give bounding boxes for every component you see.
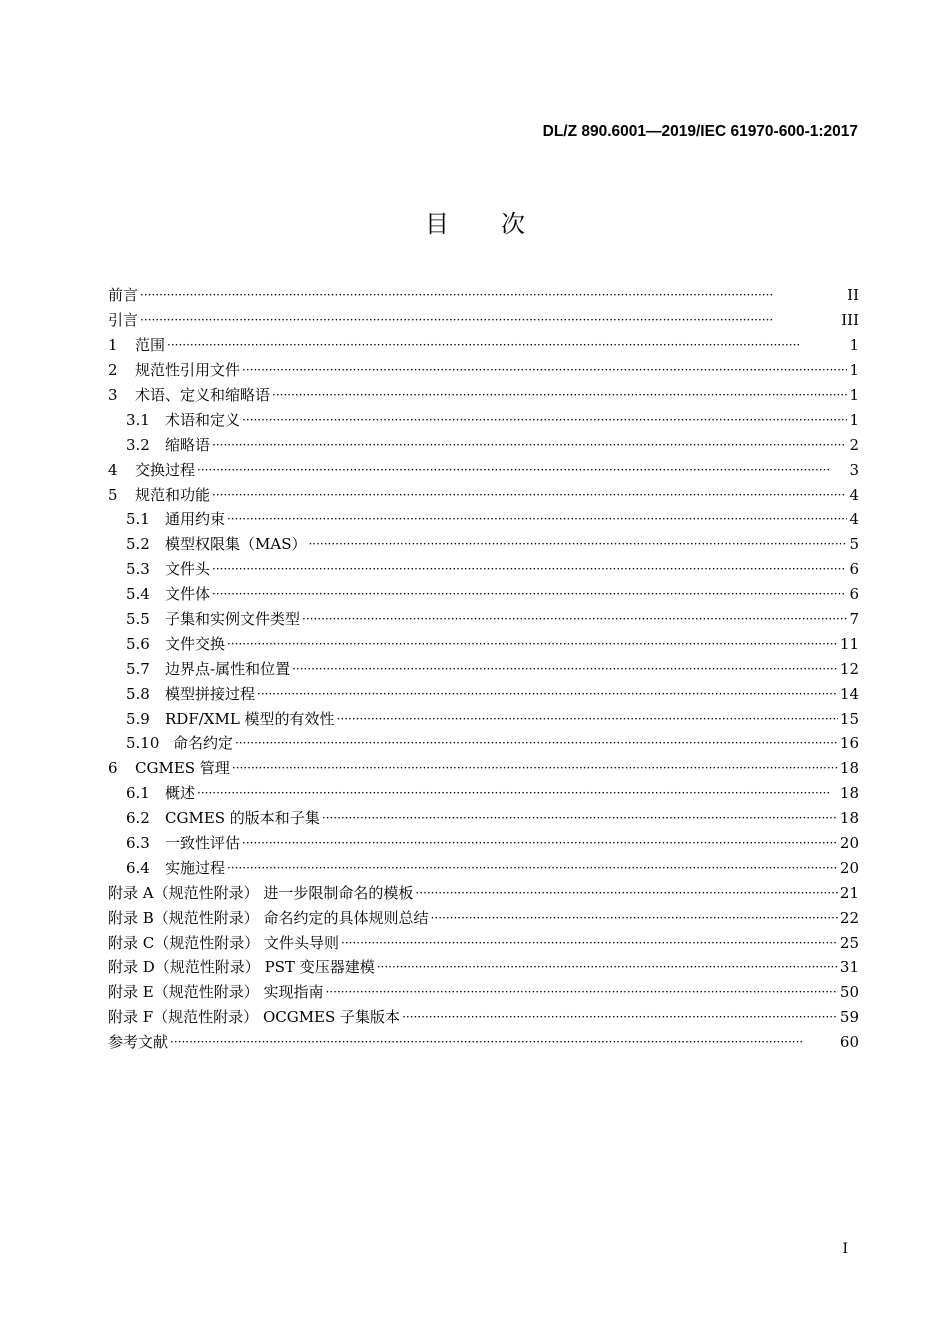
toc-entry-number: 5.3 xyxy=(126,560,150,579)
toc-entry-label: 附录 F（规范性附录） OCGMES 子集版本 xyxy=(108,1008,401,1027)
toc-entry-label: RDF/XML 模型的有效性 xyxy=(165,709,335,728)
toc-entry-page: 6 xyxy=(849,560,859,579)
toc-entry-number: 3 xyxy=(108,386,118,404)
toc-entry-page: 1 xyxy=(849,336,859,355)
toc-leader-dots xyxy=(140,310,839,330)
toc-entry-number: 5.2 xyxy=(126,535,150,554)
toc-entry-page: 59 xyxy=(839,1008,859,1027)
toc-entry-page: 18 xyxy=(839,784,859,803)
toc-leader-dots xyxy=(235,733,838,753)
toc-entry-number: 5.9 xyxy=(126,709,150,728)
toc-leader-dots xyxy=(212,435,847,455)
toc-entry[interactable] xyxy=(108,656,859,681)
toc-leader-dots xyxy=(167,335,847,355)
toc-leader-dots xyxy=(308,534,847,554)
toc-entry-page: 18 xyxy=(839,759,859,778)
toc-entry[interactable] xyxy=(108,383,859,408)
toc-leader-dots xyxy=(242,833,838,853)
toc-entry[interactable] xyxy=(108,706,859,731)
toc-entry-label: 边界点-属性和位置 xyxy=(165,659,291,678)
toc-entry[interactable] xyxy=(108,955,859,980)
toc-leader-dots xyxy=(292,659,838,679)
toc-entry-page: 22 xyxy=(839,908,859,927)
toc-entry-number: 5.1 xyxy=(126,510,150,529)
toc-entry-number: 5 xyxy=(108,485,118,504)
toc-entry-number: 6.3 xyxy=(126,834,150,853)
toc-leader-dots xyxy=(212,584,847,604)
toc-entry-page: 16 xyxy=(839,734,859,753)
toc-entry-number: 5.6 xyxy=(126,634,150,653)
toc-entry-page: 60 xyxy=(839,1033,859,1052)
toc-entry-label: 附录 D（规范性附录） PST 变压器建模 xyxy=(108,958,375,977)
toc-entry[interactable] xyxy=(108,358,859,383)
toc-entry-page: 20 xyxy=(839,858,859,877)
toc-entry-page: 7 xyxy=(849,610,859,629)
toc-entry-page: 21 xyxy=(839,883,859,902)
toc-entry-label: 参考文献 xyxy=(108,1033,169,1052)
toc-leader-dots xyxy=(377,957,838,977)
toc-entry[interactable] xyxy=(108,831,859,856)
toc-entry-page: 4 xyxy=(849,510,859,529)
toc-leader-dots xyxy=(242,360,847,380)
toc-entry-number: 5.7 xyxy=(126,659,150,678)
page-number: I xyxy=(842,1241,848,1257)
toc-entry-number: 5.5 xyxy=(126,610,150,629)
toc-leader-dots xyxy=(197,783,838,803)
toc-entry-label: 附录 C（规范性附录） 文件头导则 xyxy=(108,933,340,952)
toc-leader-dots xyxy=(337,709,838,729)
toc-entry-label: 附录 A（规范性附录） 进一步限制命名的模板 xyxy=(108,883,414,902)
toc-entry-label: 术语、定义和缩略语 xyxy=(135,386,271,404)
toc-entry[interactable] xyxy=(108,432,859,457)
toc-entry[interactable] xyxy=(108,507,859,532)
toc-leader-dots xyxy=(197,460,847,480)
toc-entry-page: 50 xyxy=(839,983,859,1002)
toc-entry-page: 11 xyxy=(839,634,859,653)
toc-entry-page: 5 xyxy=(849,535,859,554)
toc-entry-label: 文件头 xyxy=(165,560,211,579)
toc-entry-label: 文件交换 xyxy=(165,634,226,653)
toc-entry-page: 18 xyxy=(839,809,859,828)
toc-entry-number: 6.1 xyxy=(126,784,150,803)
toc-entry[interactable] xyxy=(108,681,859,706)
toc-entry-label: 规范性引用文件 xyxy=(135,361,241,380)
toc-leader-dots xyxy=(227,634,838,654)
toc-entry-label: 范围 xyxy=(135,336,166,355)
toc-entry[interactable] xyxy=(108,407,859,432)
toc-entry-number: 3.2 xyxy=(126,435,150,454)
toc-entry[interactable] xyxy=(108,457,859,482)
toc-entry[interactable] xyxy=(108,582,859,607)
toc-entry[interactable] xyxy=(108,631,859,656)
toc-entry[interactable] xyxy=(108,731,859,756)
toc-leader-dots xyxy=(227,858,838,878)
toc-leader-dots xyxy=(242,410,847,430)
toc-entry-label: 前言 xyxy=(108,286,139,305)
toc-entry-label: 文件体 xyxy=(165,585,211,604)
toc-entry-label: 规范和功能 xyxy=(135,485,211,504)
toc-entry-label: 通用约束 xyxy=(165,510,226,529)
toc-leader-dots xyxy=(257,684,838,704)
toc-entry-page: 20 xyxy=(839,834,859,853)
toc-entry-page: 12 xyxy=(839,659,859,678)
toc-entry-label: 命名约定 xyxy=(173,734,234,753)
toc-entry-page: 1 xyxy=(849,386,859,404)
toc-leader-dots xyxy=(302,609,847,629)
toc-entry-page: 25 xyxy=(839,933,859,952)
toc-entry[interactable] xyxy=(108,308,859,333)
toc-entry-label: 引言 xyxy=(108,311,139,330)
toc-entry-page: 2 xyxy=(849,435,859,454)
toc-entry-number: 6.4 xyxy=(126,858,150,877)
toc-entry-label: 子集和实例文件类型 xyxy=(165,610,301,629)
toc-leader-dots xyxy=(212,559,847,579)
toc-leader-dots xyxy=(140,285,845,305)
toc-entry[interactable] xyxy=(108,905,859,930)
toc-entry-page: 1 xyxy=(849,361,859,380)
toc-entry-label: 一致性评估 xyxy=(165,834,241,853)
toc-leader-dots xyxy=(402,1007,838,1027)
toc-entry-page: 3 xyxy=(849,460,859,479)
toc-entry-label: CGMES 管理 xyxy=(135,759,230,778)
toc-leader-dots xyxy=(227,509,847,529)
toc-entry-label: 实施过程 xyxy=(165,858,226,877)
toc-entry-number: 6 xyxy=(108,759,118,778)
toc-leader-dots xyxy=(322,808,838,828)
toc-entry[interactable] xyxy=(108,1005,859,1030)
toc-entry[interactable] xyxy=(108,1030,859,1055)
toc-entry-number: 5.4 xyxy=(126,585,150,604)
toc-entry-number: 2 xyxy=(108,361,118,380)
table-of-contents xyxy=(108,283,859,1055)
toc-entry-label: CGMES 的版本和子集 xyxy=(165,809,320,828)
toc-entry[interactable] xyxy=(108,806,859,831)
toc-entry-page: 31 xyxy=(839,958,859,977)
toc-entry-number: 5.10 xyxy=(126,734,160,753)
toc-entry[interactable] xyxy=(108,532,859,557)
toc-entry-page: II xyxy=(847,286,859,305)
toc-entry[interactable] xyxy=(108,333,859,358)
toc-leader-dots xyxy=(326,982,838,1002)
toc-entry-label: 缩略语 xyxy=(165,435,211,454)
toc-entry[interactable] xyxy=(108,607,859,632)
toc-entry-number: 3.1 xyxy=(126,410,150,429)
toc-entry-page: 15 xyxy=(839,709,859,728)
toc-entry[interactable] xyxy=(108,781,859,806)
toc-entry-page: 1 xyxy=(849,410,859,429)
toc-entry-page: 14 xyxy=(839,684,859,703)
toc-entry-page: 6 xyxy=(849,585,859,604)
toc-leader-dots xyxy=(431,908,838,928)
toc-entry[interactable] xyxy=(108,756,859,781)
toc-leader-dots xyxy=(212,485,847,505)
toc-entry-number: 4 xyxy=(108,460,118,479)
page-title: 目次 xyxy=(425,210,577,238)
toc-entry[interactable] xyxy=(108,930,859,955)
toc-leader-dots xyxy=(170,1032,838,1052)
toc-entry-page: III xyxy=(841,311,859,330)
toc-entry-label: 概述 xyxy=(165,784,196,803)
toc-entry[interactable] xyxy=(108,482,859,507)
toc-entry-number: 1 xyxy=(108,336,118,355)
toc-leader-dots xyxy=(341,933,838,953)
toc-entry-label: 模型拼接过程 xyxy=(165,684,256,703)
toc-entry-number: 5.8 xyxy=(126,684,150,703)
toc-entry-page: 4 xyxy=(849,485,859,504)
toc-leader-dots xyxy=(415,883,838,903)
toc-leader-dots xyxy=(232,758,838,778)
toc-entry-label: 交换过程 xyxy=(135,460,196,479)
toc-entry[interactable] xyxy=(108,880,859,905)
toc-entry-label: 模型权限集（MAS） xyxy=(165,535,307,554)
toc-entry[interactable] xyxy=(108,980,859,1005)
toc-entry-label: 附录 B（规范性附录） 命名约定的具体规则总结 xyxy=(108,908,429,927)
toc-entry-label: 附录 E（规范性附录） 实现指南 xyxy=(108,983,324,1002)
toc-leader-dots xyxy=(272,385,847,405)
standard-code-header: DL/Z 890.6001—2019/IEC 61970-600-1:2017 xyxy=(542,123,858,140)
toc-entry[interactable] xyxy=(108,855,859,880)
toc-entry-number: 6.2 xyxy=(126,809,150,828)
toc-entry[interactable] xyxy=(108,557,859,582)
toc-entry-label: 术语和定义 xyxy=(165,410,241,429)
toc-entry[interactable] xyxy=(108,283,859,308)
